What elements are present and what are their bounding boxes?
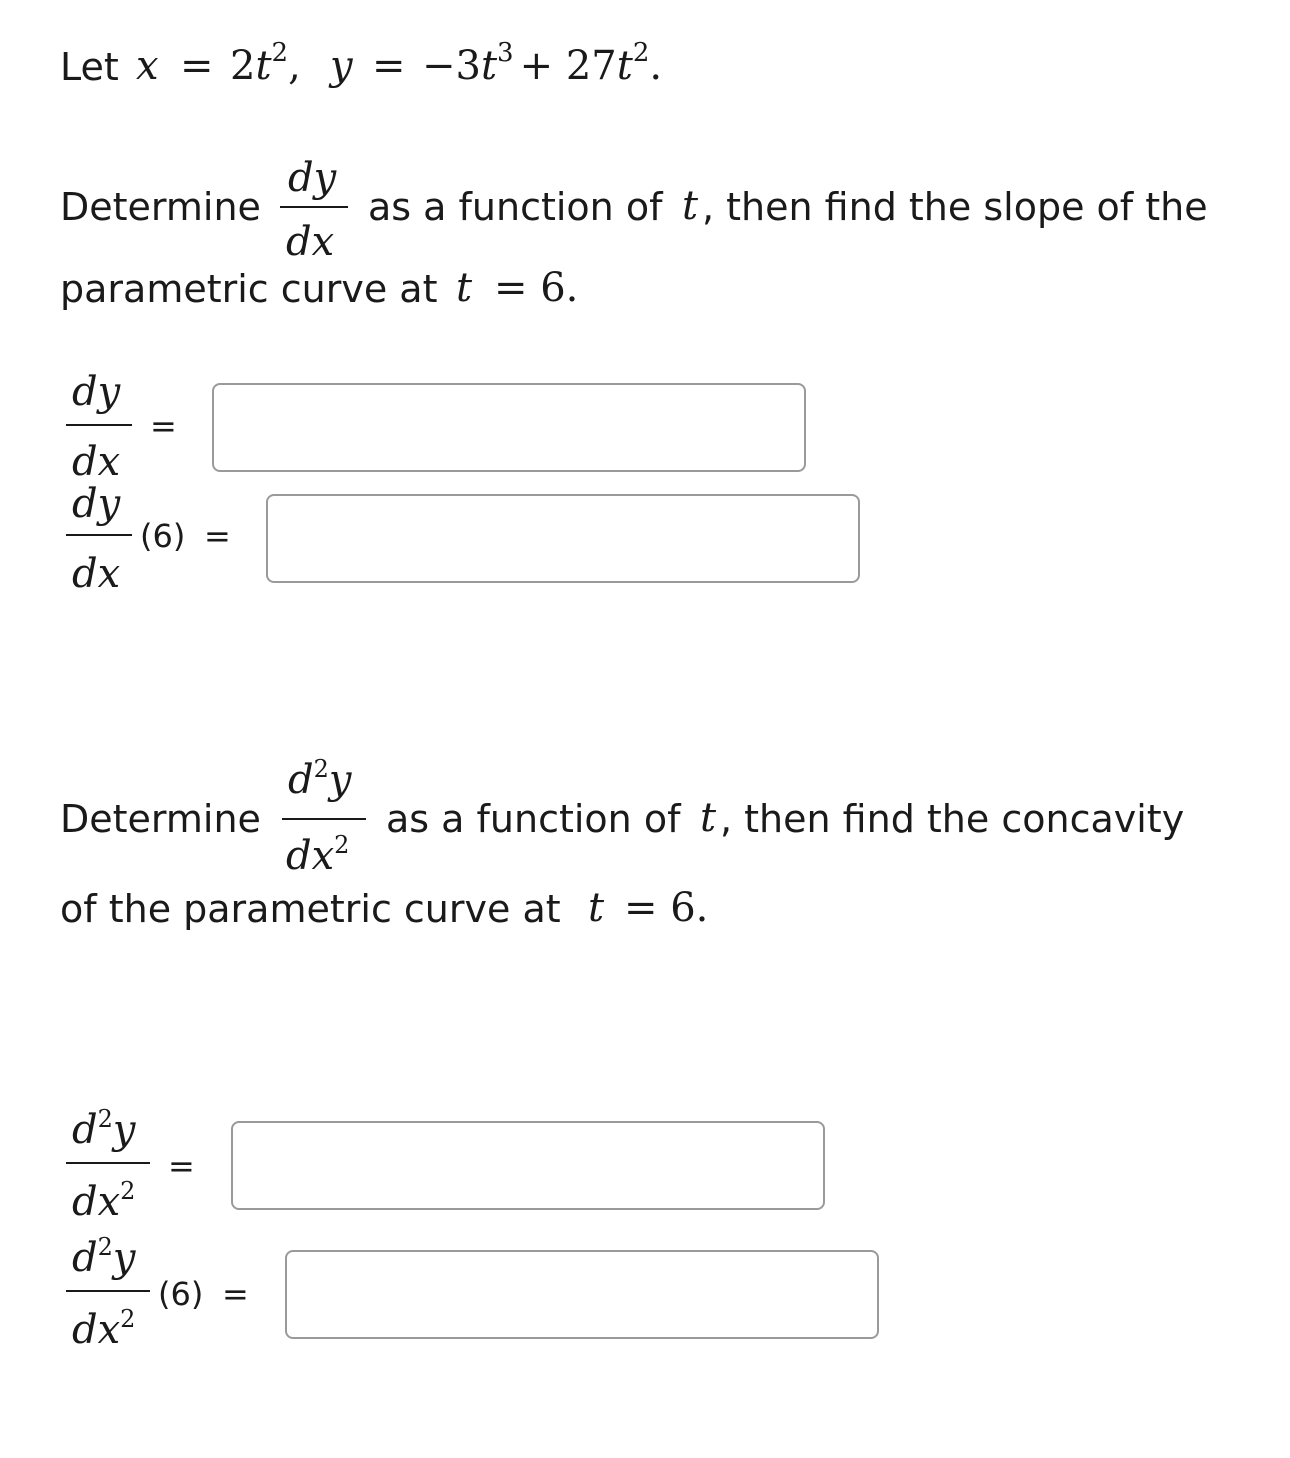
determine-label-2: Determine [60, 797, 261, 841]
concavity-at-6-answer-input[interactable] [285, 1250, 879, 1339]
answer1-equals: = [150, 407, 177, 445]
equals-sign-1: = [180, 43, 214, 89]
d2y-numerator: d2y [288, 755, 352, 803]
slope-at-6-answer-input[interactable] [266, 494, 860, 583]
answer3-fraction-bar [66, 1162, 150, 1164]
answer1-numerator: dy [72, 369, 121, 415]
t-variable-3: t [700, 795, 717, 841]
t-equals-six-1: = 6. [494, 265, 579, 311]
fraction-bar [280, 206, 348, 208]
dy-dx-denominator: dx [286, 219, 335, 265]
t-variable-1: t [682, 183, 699, 229]
y-expression: −3t3 + 27t2. [422, 38, 663, 89]
d2ydx2-answer-input[interactable] [231, 1121, 825, 1210]
determine-label-1: Determine [60, 185, 261, 229]
concavity-instruction: , then find the concavity [720, 797, 1185, 841]
answer4-denominator: dx2 [72, 1305, 136, 1353]
dy-dx-numerator: dy [288, 155, 337, 201]
x-expression: 2t2, [230, 38, 301, 89]
answer2-argument: (6) [140, 517, 186, 555]
answer4-equals: = [222, 1275, 249, 1313]
answer2-numerator: dy [72, 481, 121, 527]
let-label: Let [60, 45, 119, 89]
answer2-equals: = [204, 517, 231, 555]
answer3-denominator: dx2 [72, 1177, 136, 1225]
answer4-argument: (6) [158, 1275, 204, 1313]
second-derivative-fraction-bar [282, 818, 366, 820]
answer2-denominator: dx [72, 551, 121, 597]
answer3-numerator: d2y [72, 1105, 136, 1153]
dydx-answer-input[interactable] [212, 383, 806, 472]
t-variable-4: t [588, 885, 605, 931]
as-function-text-2: as a function of [386, 797, 681, 841]
answer3-equals: = [168, 1147, 195, 1185]
answer4-numerator: d2y [72, 1233, 136, 1281]
t-variable-2: t [456, 265, 473, 311]
slope-instruction: , then find the slope of the [702, 185, 1208, 229]
answer4-fraction-bar [66, 1290, 150, 1292]
parametric-curve-text-1: parametric curve at [60, 267, 438, 311]
answer2-fraction-bar [66, 534, 132, 536]
answer1-fraction-bar [66, 424, 132, 426]
equals-sign-2: = [372, 43, 406, 89]
t-equals-six-2: = 6. [624, 885, 709, 931]
y-variable: y [330, 43, 353, 89]
parametric-curve-text-2: of the parametric curve at [60, 887, 561, 931]
as-function-text-1: as a function of [368, 185, 663, 229]
dx2-denominator: dx2 [286, 831, 350, 879]
x-variable: x [136, 43, 159, 89]
answer1-denominator: dx [72, 439, 121, 485]
